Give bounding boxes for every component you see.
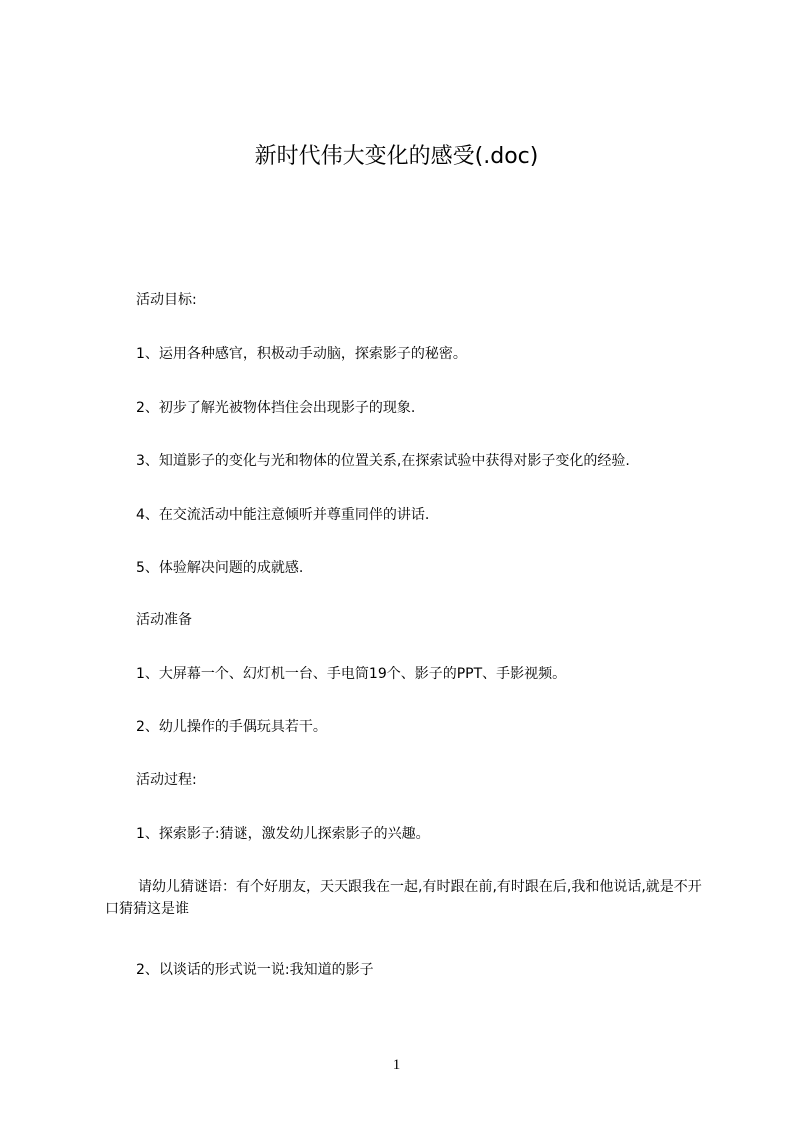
section-heading-preparation: 活动准备 — [136, 612, 192, 628]
paragraph-goal-3: 3、知道影子的变化与光和物体的位置关系,在探索试验中获得对影子变化的经验. — [136, 453, 630, 469]
paragraph-goal-1: 1、运用各种感官，积极动手动脑，探索影子的秘密。 — [136, 346, 467, 362]
paragraph-goal-2: 2、初步了解光被物体挡住会出现影子的现象. — [136, 400, 416, 416]
paragraph-process-2: 2、以谈话的形式说一说:我知道的影子 — [136, 962, 374, 978]
section-heading-process: 活动过程: — [136, 772, 197, 788]
paragraph-prep-1: 1、大屏幕一个、幻灯机一台、手电筒19个、影子的PPT、手影视频。 — [136, 666, 567, 682]
section-heading-goals: 活动目标: — [136, 292, 197, 308]
paragraph-prep-2: 2、幼儿操作的手偶玩具若干。 — [136, 719, 327, 735]
page-number: 1 — [392, 1057, 401, 1073]
paragraph-goal-5: 5、体验解决问题的成就感. — [136, 560, 304, 576]
paragraph-process-1: 1、探索影子:猜谜，激发幼儿探索影子的兴趣。 — [136, 826, 430, 842]
paragraph-goal-4: 4、在交流活动中能注意倾听并尊重同伴的讲话. — [136, 507, 430, 523]
document-title: 新时代伟大变化的感受(.doc) — [254, 144, 539, 169]
paragraph-riddle: 请幼儿猜谜语：有个好朋友，天天跟我在一起,有时跟在前,有时跟在后,我和他说话,就是不开口猜猜这是谁 — [105, 879, 702, 917]
